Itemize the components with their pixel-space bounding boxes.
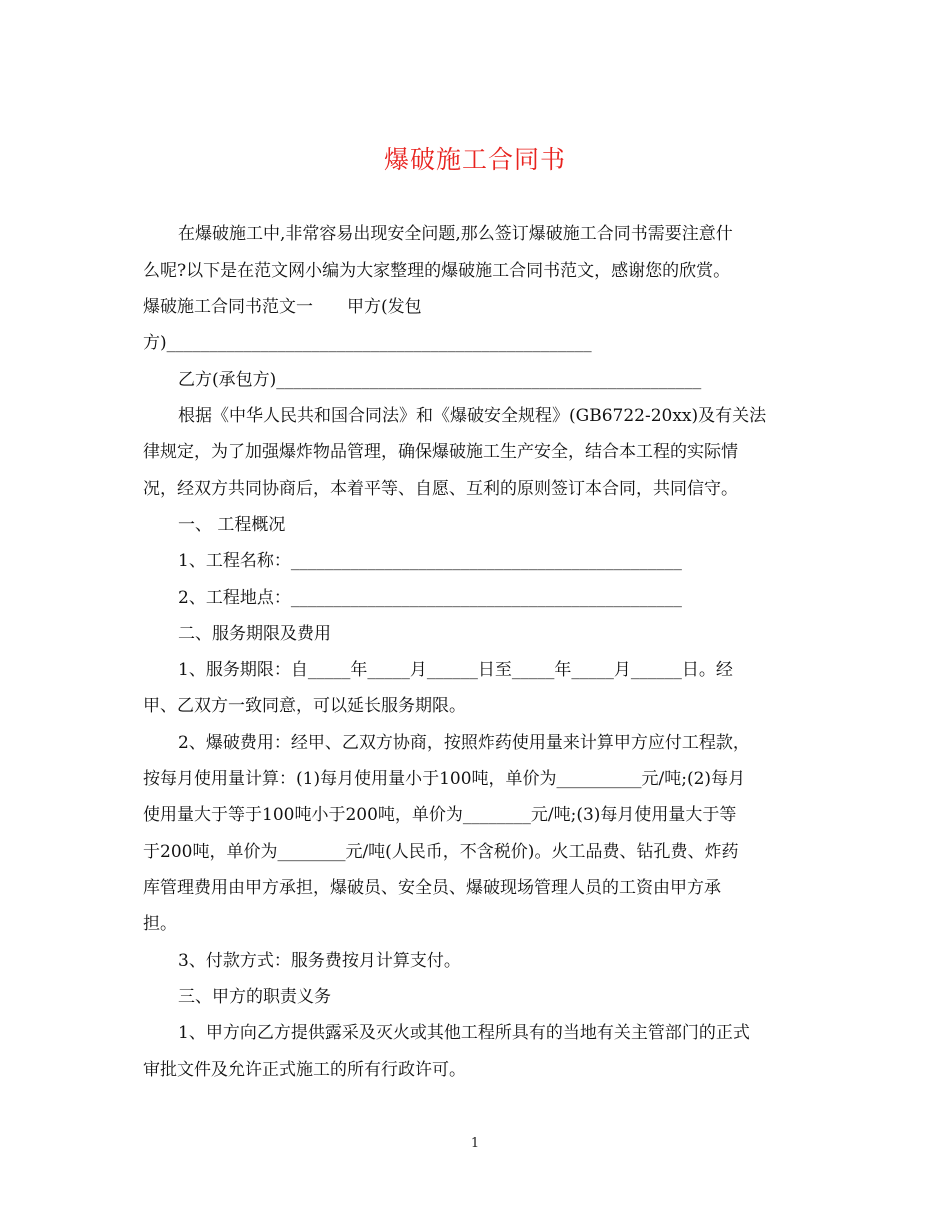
paragraph-line: 按每月使用量计算：(1)每月使用量小于100吨，单价为__________元/吨;(2)每月	[143, 769, 746, 789]
party-b-line: 乙方(承包方)__________________________________________________	[178, 370, 702, 390]
paragraph-line: 爆破施工合同书范文一 甲方(发包	[143, 297, 422, 317]
section-heading: 二、服务期限及费用	[178, 624, 331, 644]
section-heading: 一、 工程概况	[178, 515, 286, 535]
paragraph-line: 在爆破施工中,非常容易出现安全问题,那么签订爆破施工合同书需要注意什	[178, 224, 733, 244]
paragraph-line: 3、付款方式：服务费按月计算支付。	[178, 951, 461, 971]
paragraph-line: 根据《中华人民共和国合同法》和《爆破安全规程》(GB6722-20xx)及有关法	[178, 406, 767, 426]
paragraph-line: 律规定，为了加强爆炸物品管理，确保爆破施工生产安全，结合本工程的实际情	[143, 442, 738, 462]
paragraph-line: 况，经双方共同协商后，本着平等、自愿、互利的原则签订本合同，共同信守。	[143, 479, 738, 499]
project-name-line: 1、工程名称：______________________________________________	[178, 551, 682, 571]
section-heading: 三、甲方的职责义务	[178, 987, 331, 1007]
paragraph-line: 审批文件及允许正式施工的所有行政许可。	[143, 1060, 466, 1080]
project-location-line: 2、工程地点：______________________________________________	[178, 588, 682, 608]
paragraph-line: 1、服务期限：自_____年_____月______日至_____年_____月______日。经	[178, 660, 733, 680]
paragraph-line: 2、爆破费用：经甲、乙双方协商，按照炸药使用量来计算甲方应付工程款，	[178, 733, 750, 753]
paragraph-line: 使用量大于等于100吨小于200吨，单价为________元/吨;(3)每月使用量大于等	[143, 805, 737, 825]
page-number: 1	[470, 1136, 480, 1151]
document-title: 爆破施工合同书	[383, 145, 566, 174]
paragraph-line: 于200吨，单价为________元/吨(人民币，不含税价)。火工品费、钻孔费、炸药	[143, 842, 739, 862]
paragraph-line: 库管理费用由甲方承担，爆破员、安全员、爆破现场管理人员的工资由甲方承	[143, 878, 721, 898]
paragraph-line: 担。	[143, 914, 177, 934]
paragraph-line: 甲、乙双方一致同意，可以延长服务期限。	[143, 696, 466, 716]
paragraph-line: 1、甲方向乙方提供露采及灭火或其他工程所具有的当地有关主管部门的正式	[178, 1023, 750, 1043]
paragraph-line: 么呢?以下是在范文网小编为大家整理的爆破施工合同书范文，感谢您的欣赏。	[143, 261, 731, 281]
party-a-line: 方)__________________________________________________	[143, 333, 592, 353]
